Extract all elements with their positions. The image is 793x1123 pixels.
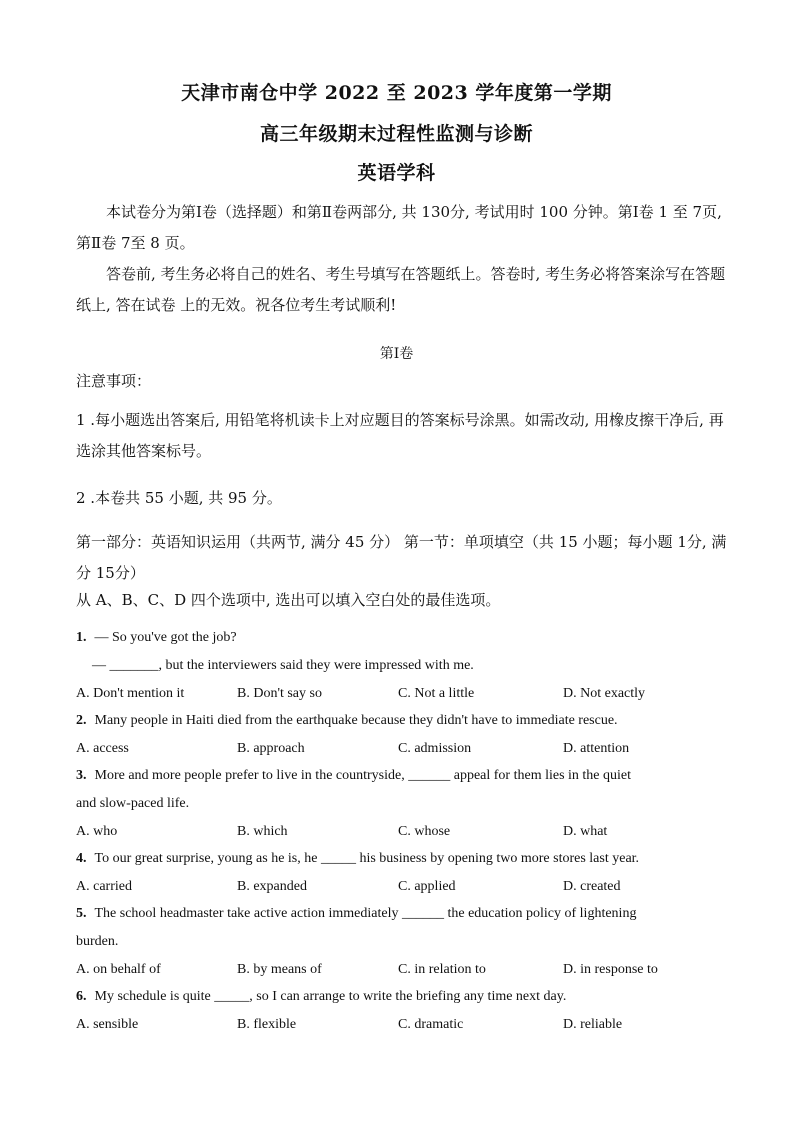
option-c: C. Not a little (398, 686, 475, 701)
question-2-stem (76, 713, 726, 729)
option-b: B. by means of (237, 962, 322, 977)
option-a: A. access (76, 741, 129, 756)
option-b: B. expanded (237, 879, 307, 894)
question-text: — So you've got the job? (94, 630, 237, 645)
option-c: C. in relation to (398, 962, 486, 977)
question-text: To our great surprise, young as he is, he _____ his business by opening two more stores last year. (94, 851, 640, 866)
section-instruction: 从 A、B、C、D 四个选项中, 选出可以填入空白处的最佳选项。 (76, 591, 501, 609)
option-c: C. applied (398, 879, 456, 894)
option-a: A. Don't mention it (76, 686, 185, 701)
option-b: B. Don't say so (237, 686, 322, 701)
question-4-options (76, 879, 726, 899)
question-5-stem-line-2: burden. (76, 934, 119, 949)
option-d: D. what (563, 824, 608, 839)
option-b: B. which (237, 824, 288, 839)
question-3-stem (76, 768, 726, 784)
option-a: A. carried (76, 879, 132, 894)
part-one-heading: 第一部分：英语知识运用（共两节, 满分 45 分） 第一节：单项填空（共 15 小题；每小题 1分, 满分 15分） (76, 533, 727, 582)
question-4-stem (76, 851, 726, 867)
volume-label: 第Ⅰ卷 (379, 346, 414, 362)
option-b: B. approach (237, 741, 305, 756)
subject-title: 英语学科 (357, 162, 436, 184)
option-a: A. who (76, 824, 118, 839)
option-d: D. in response to (563, 962, 658, 977)
question-6-stem (76, 989, 726, 1005)
notice-item-2: 2 .本卷共 55 小题, 共 95 分。 (76, 489, 282, 507)
question-1-options (76, 686, 726, 706)
question-number: 4. (76, 851, 87, 866)
intro-paragraph-2: 答卷前, 考生务必将自己的姓名、考生号填写在答题纸上。答卷时, 考生务必将答案涂写在答题纸上, 答在试卷 上的无效。祝各位考生考试顺利! (76, 265, 726, 314)
option-d: D. reliable (563, 1017, 623, 1032)
option-d: D. created (563, 879, 621, 894)
question-2-options (76, 741, 726, 761)
question-number: 6. (76, 989, 87, 1004)
question-text: The school headmaster take active action immediately ______ the education policy of lightening (94, 906, 637, 921)
option-d: D. attention (563, 741, 630, 756)
question-text: My schedule is quite _____, so I can arrange to write the briefing any time next day. (94, 989, 567, 1004)
notice-item-1: 1 .每小题选出答案后, 用铅笔将机读卡上对应题目的答案标号涂黑。如需改动, 用橡皮擦干净后, 再选涂其他答案标号。 (76, 411, 724, 460)
question-text: More and more people prefer to live in the countryside, ______ appeal for them lies in the quiet (94, 768, 632, 783)
question-3-options (76, 824, 726, 844)
option-c: C. whose (398, 824, 451, 839)
question-number: 1. (76, 630, 87, 645)
question-3-stem-line-2: and slow-paced life. (76, 796, 190, 811)
question-text: Many people in Haiti died from the earthquake because they didn't have to immediate rescue. (94, 713, 618, 728)
question-1-stem-line-2: — _______, but the interviewers said they were impressed with me. (92, 658, 474, 673)
question-5-options (76, 962, 726, 982)
option-a: A. on behalf of (76, 962, 161, 977)
question-6-options (76, 1017, 726, 1037)
question-number: 3. (76, 768, 87, 783)
question-5-stem (76, 906, 726, 922)
question-number: 5. (76, 906, 87, 921)
option-d: D. Not exactly (563, 686, 646, 701)
notice-heading: 注意事项： (76, 372, 152, 390)
option-c: C. dramatic (398, 1017, 464, 1032)
exam-subtitle: 高三年级期末过程性监测与诊断 (259, 123, 533, 145)
option-c: C. admission (398, 741, 472, 756)
question-number: 2. (76, 713, 87, 728)
option-a: A. sensible (76, 1017, 139, 1032)
exam-title: 天津市南仓中学 2022 至 2023 学年度第一学期 (181, 82, 612, 104)
question-1-stem (76, 630, 726, 646)
option-b: B. flexible (237, 1017, 297, 1032)
intro-paragraph-1: 本试卷分为第Ⅰ卷（选择题）和第Ⅱ卷两部分, 共 130分, 考试用时 100 分钟。第Ⅰ卷 1 至 7页, 第Ⅱ卷 7至 8 页。 (76, 203, 722, 252)
